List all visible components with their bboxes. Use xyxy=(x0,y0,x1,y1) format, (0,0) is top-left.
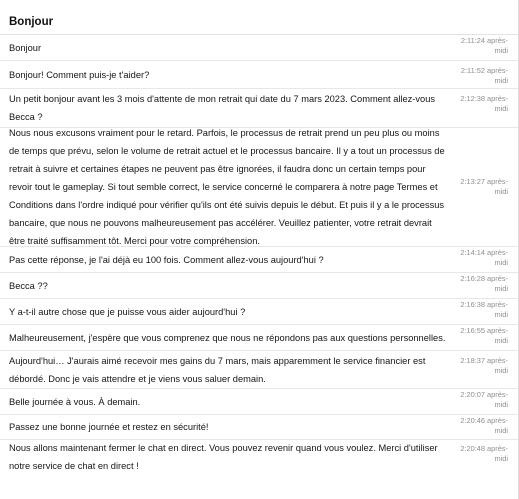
message-timestamp xyxy=(458,177,518,197)
timestamp-period: après-midi xyxy=(487,36,508,55)
message-text: Y a-t-il autre chose que je puisse vous aider aujourd'hui ? xyxy=(9,306,246,317)
timestamp-clock: 2:11:24 xyxy=(460,36,485,45)
timestamp-period: après-midi xyxy=(487,66,508,85)
message-timestamp xyxy=(458,389,518,410)
message-timestamp xyxy=(458,35,518,56)
message-text: Passez une bonne journée et restez en sécurité! xyxy=(9,422,209,432)
message-row xyxy=(0,128,518,247)
message-text: Nous nous excusons vraiment pour le retard. Parfois, le processus de retrait prend un peu plus ou moins de temps que prévu, selon le volume de retrait actuel et le processus bancaire. Il y a tout un processus de retrait à suivre et certaines étapes ne peuvent pas être ignorées, il faudra donc un certain temps pour revoir tout le gameplay. Si tout semble correct, le service concerné le comparera à notre page Termes et Conditions dans l'ordre indiqué pour vérifier qu'ils ont été suivis depuis le début. Et puis il y a le processus bancaire, que nous ne pouvons malheureusement pas accélérer. Veuillez patienter, votre retrait devrait être traité suffisamment tôt. Merci pour votre compréhension. xyxy=(9,128,445,246)
timestamp-period: après-midi xyxy=(487,177,508,196)
message-text: Malheureusement, j'espère que vous comprenez que nous ne répondons pas aux questions personnelles. xyxy=(9,332,446,343)
message-text: Pas cette réponse, je l'ai déjà eu 100 fois. Comment allez-vous aujourd'hui ? xyxy=(9,254,324,265)
message-row xyxy=(0,299,518,325)
message-row xyxy=(0,35,518,61)
message-list xyxy=(0,35,518,473)
timestamp-period: après-midi xyxy=(487,248,508,267)
timestamp-period: après-midi xyxy=(487,300,508,319)
message-timestamp xyxy=(458,61,518,86)
transcript-title: Bonjour xyxy=(9,16,54,28)
timestamp-clock: 2:14:14 xyxy=(460,248,485,257)
message-text: Belle journée à vous. À demain. xyxy=(9,396,141,407)
timestamp-clock: 2:12:38 xyxy=(460,94,485,103)
timestamp-clock: 2:11:52 xyxy=(460,66,485,75)
message-text: Nous allons maintenant fermer le chat en direct. Vous pouvez revenir quand vous voulez. Merci d'utiliser notre service de chat en direct ! xyxy=(9,442,438,471)
message-timestamp xyxy=(458,351,518,376)
message-row xyxy=(0,273,518,299)
timestamp-clock: 2:16:55 xyxy=(460,326,485,335)
message-timestamp xyxy=(458,247,518,268)
message-timestamp xyxy=(458,415,518,436)
message-row xyxy=(0,351,518,389)
timestamp-period: après-midi xyxy=(487,94,508,113)
message-row xyxy=(0,389,518,415)
message-timestamp xyxy=(458,299,518,320)
timestamp-clock: 2:18:37 xyxy=(460,356,485,365)
timestamp-clock: 2:16:38 xyxy=(460,300,485,309)
timestamp-period: après-midi xyxy=(487,416,508,435)
message-text: Un petit bonjour avant les 3 mois d'attente de mon retrait qui date du 7 mars 2023. Comment allez-vous Becca ? xyxy=(9,94,436,122)
timestamp-clock: 2:20:46 xyxy=(460,416,485,425)
timestamp-clock: 2:13:27 xyxy=(460,177,485,186)
message-row xyxy=(0,247,518,273)
timestamp-clock: 2:16:28 xyxy=(460,274,485,283)
timestamp-period: après-midi xyxy=(487,444,508,463)
timestamp-clock: 2:20:07 xyxy=(460,390,485,399)
timestamp-period: après-midi xyxy=(487,356,508,375)
timestamp-period: après-midi xyxy=(487,390,508,409)
message-timestamp xyxy=(458,89,518,114)
transcript-header xyxy=(0,0,518,35)
message-row xyxy=(0,89,518,128)
message-row xyxy=(0,440,518,473)
message-row xyxy=(0,325,518,351)
timestamp-clock: 2:20:48 xyxy=(460,444,485,453)
message-timestamp xyxy=(458,440,518,464)
message-timestamp xyxy=(458,273,518,294)
timestamp-period: après-midi xyxy=(487,326,508,345)
message-row xyxy=(0,61,518,89)
message-timestamp xyxy=(458,325,518,346)
message-text: Bonjour! Comment puis-je t'aider? xyxy=(9,69,150,80)
message-row xyxy=(0,415,518,440)
message-text: Bonjour xyxy=(9,42,42,53)
timestamp-period: après-midi xyxy=(487,274,508,293)
message-text: Aujourd'hui… J'aurais aimé recevoir mes gains du 7 mars, mais apparemment le service financier est débordé. Donc je vais attendre et je viens vous saluer demain. xyxy=(9,355,426,384)
message-text: Becca ?? xyxy=(9,280,48,291)
